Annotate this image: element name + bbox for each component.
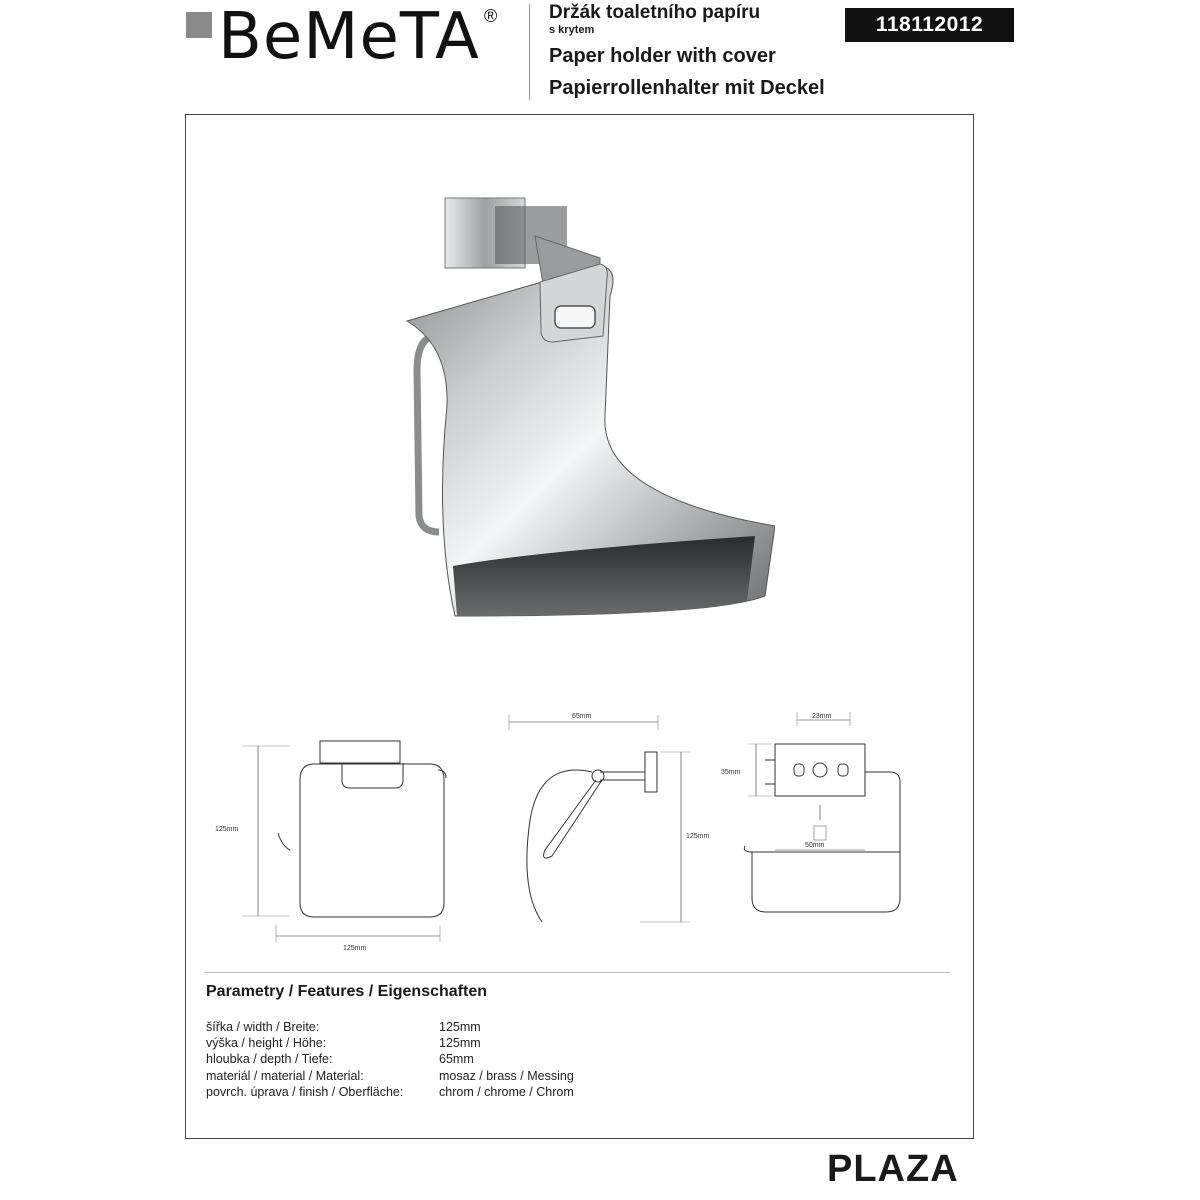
product-code-badge: 118112012 [845, 8, 1014, 42]
technical-drawings [200, 700, 960, 960]
title-german: Papierrollenhalter mit Deckel [549, 77, 825, 99]
title-czech: Držák toaletního papíru [549, 2, 761, 23]
side-depth-label: 65mm [572, 713, 592, 720]
brand-name: BeMeTA [218, 0, 480, 74]
side-view-drawing [509, 715, 690, 922]
registered-mark: ® [484, 6, 498, 26]
spec-value: 65mm [439, 1052, 474, 1066]
features-divider [204, 972, 950, 973]
spec-label: šířka / width / Breite: [206, 1020, 320, 1034]
spec-label: hloubka / depth / Tiefe: [206, 1052, 333, 1066]
series-name: PLAZA [827, 1148, 959, 1190]
spec-value: mosaz / brass / Messing [439, 1069, 574, 1083]
logo-square-icon [186, 12, 212, 38]
mount-spacing-label: 50mm [805, 842, 825, 849]
spec-value: 125mm [439, 1020, 481, 1034]
spec-label: výška / height / Höhe: [206, 1036, 327, 1050]
spec-label: materiál / material / Material: [206, 1069, 364, 1083]
side-height-label: 125mm [686, 833, 710, 840]
subtitle-czech: s krytem [549, 24, 595, 36]
mount-width-label: 23mm [812, 713, 832, 720]
mount-height-label: 35mm [721, 769, 741, 776]
header-divider [529, 4, 530, 100]
title-english: Paper holder with cover [549, 45, 776, 67]
product-photo [395, 196, 775, 626]
features-title: Parametry / Features / Eigenschaften [206, 983, 487, 1000]
spec-value: chrom / chrome / Chrom [439, 1085, 574, 1099]
front-height-label: 125mm [215, 826, 239, 833]
spec-value: 125mm [439, 1036, 481, 1050]
front-width-label: 125mm [343, 945, 367, 952]
mounting-view-drawing [744, 712, 900, 912]
spec-label: povrch. úprava / finish / Oberfläche: [206, 1085, 404, 1099]
brand-logo [186, 0, 516, 74]
front-view-drawing [242, 741, 446, 942]
